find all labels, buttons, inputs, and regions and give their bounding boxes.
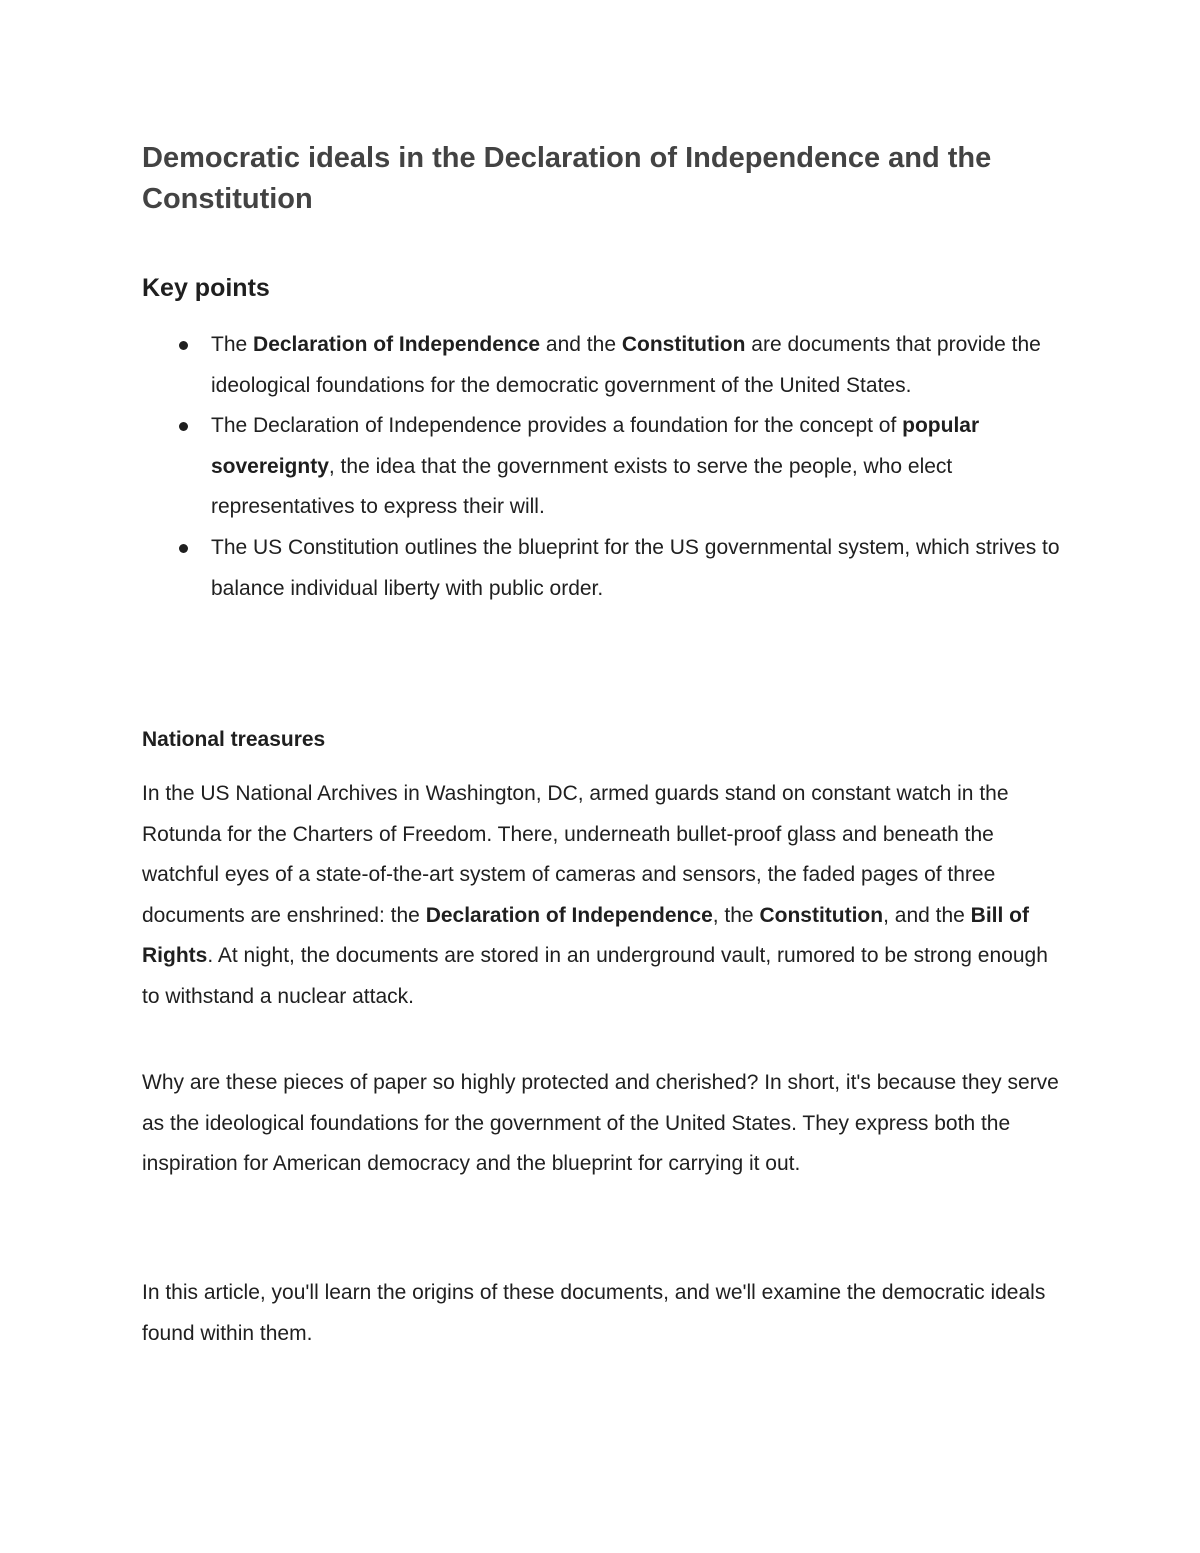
text-run: , the idea that the government exists to serve the people, who elect representatives to express their will.	[211, 454, 953, 519]
key-point-item	[142, 406, 1062, 528]
text-run: , and the	[883, 903, 971, 927]
document-title: Democratic ideals in the Declaration of Independence and the Constitution	[142, 142, 992, 215]
key-points-heading: Key points	[142, 274, 270, 302]
key-point-item	[142, 528, 1062, 609]
key-point-item	[142, 325, 1062, 406]
bold-text-run: Constitution	[621, 333, 746, 356]
bold-text-run: popular sovereignty	[211, 414, 980, 478]
text-run: The	[211, 333, 254, 356]
bold-text-run: Declaration of Independence	[425, 903, 713, 927]
text-run: The US Constitution outlines the blueprint for the US governmental system, which strives to balance individual liberty with public order.	[211, 535, 1060, 600]
bullet-icon	[179, 544, 188, 553]
text-run: Why are these pieces of paper so highly protected and cherished? In short, it's because they serve as the ideological foundations for the government of the United States. They express both the inspiration for American democracy and the blueprint for carrying it out.	[142, 1071, 1059, 1176]
text-run: . At night, the documents are stored in an underground vault, rumored to be strong enough to withstand a nuclear attack.	[142, 944, 1048, 1008]
text-run: The Declaration of Independence provides a foundation for the concept of	[211, 414, 903, 438]
text-run: and the	[540, 333, 622, 356]
text-run: In this article, you'll learn the origins of these documents, and we'll examine the democratic ideals found within them.	[142, 1281, 1046, 1345]
section-heading: National treasures	[142, 728, 326, 751]
paragraph	[142, 1063, 1062, 1185]
text-run: In the US National Archives in Washington, DC, armed guards stand on constant watch in the Rotunda for the Charters of Freedom. There, underneath bullet-proof glass and beneath the watchful eyes of a state-of-the-art system of cameras and sensors, the faded pages of three documents are enshrined: the	[142, 782, 1009, 927]
key-points-list	[142, 325, 1062, 609]
text-run: are documents that provide the ideological foundations for the democratic government of the United States.	[211, 333, 1041, 397]
paragraph	[142, 774, 1062, 1018]
bullet-icon	[179, 341, 188, 350]
bold-text-run: Declaration of Independence	[253, 333, 541, 356]
bold-text-run: Constitution	[759, 903, 884, 927]
bold-text-run: Bill of Rights	[142, 903, 1029, 968]
text-run: , the	[712, 903, 760, 927]
paragraph	[142, 1273, 1062, 1354]
bullet-icon	[179, 422, 188, 431]
